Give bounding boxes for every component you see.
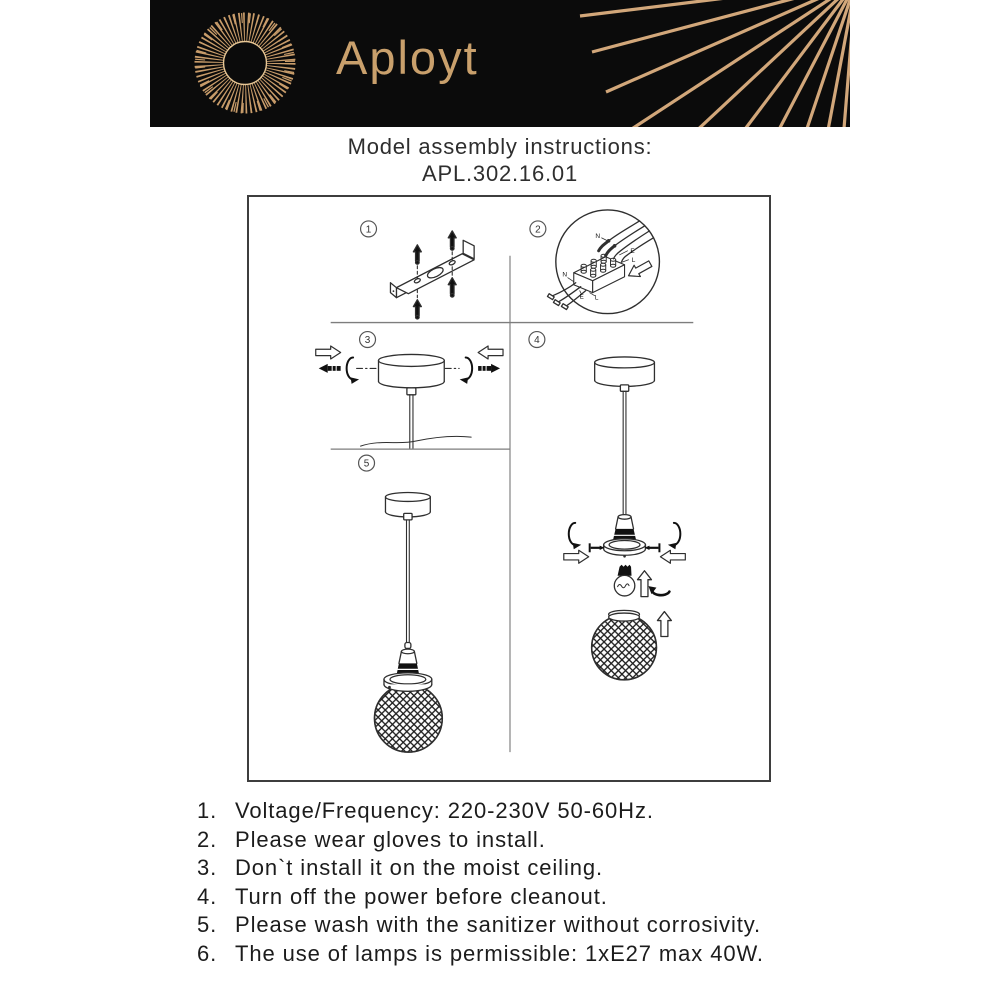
push-arrow-icon <box>660 550 685 563</box>
step-2-diagram <box>547 210 659 314</box>
brand-banner <box>150 0 850 127</box>
model-number: APL.302.16.01 <box>422 161 578 186</box>
rotate-arrow-icon <box>460 357 472 383</box>
item-number: 5. <box>197 912 218 938</box>
item-number: 2. <box>197 826 218 852</box>
list-item <box>197 826 877 855</box>
twist-arrow-icon <box>648 586 669 595</box>
svg-text:E: E <box>579 293 584 301</box>
item-text: The use of lamps is permissible: 1xE27 max 40W. <box>235 940 764 966</box>
item-number: 6. <box>197 940 218 966</box>
list-item <box>197 911 877 940</box>
svg-text:2: 2 <box>535 224 541 236</box>
svg-text:4: 4 <box>534 334 540 346</box>
brand-name: Aployt <box>336 31 479 84</box>
banner-art <box>150 0 850 127</box>
up-arrow-icon <box>657 612 671 637</box>
list-item <box>197 883 877 912</box>
left-screw-icon <box>319 364 341 373</box>
step-5-marker <box>359 455 375 471</box>
terminal-block <box>574 254 625 292</box>
svg-text:3: 3 <box>364 334 371 346</box>
insert-arrow-icon <box>625 258 653 281</box>
list-item <box>197 940 877 969</box>
item-text: Don`t install it on the moist ceiling. <box>235 855 604 881</box>
svg-text:L: L <box>594 294 599 302</box>
list-item <box>197 797 877 826</box>
light-bulb-icon <box>614 565 635 596</box>
list-item <box>197 854 877 883</box>
svg-text:L: L <box>631 256 636 264</box>
rotate-arrow-icon <box>569 523 581 549</box>
push-arrow-icon <box>564 550 589 563</box>
svg-text:1: 1 <box>365 224 372 236</box>
item-text: Please wash with the sanitizer without corrosivity. <box>235 912 762 938</box>
step-3-marker <box>360 332 376 348</box>
svg-text:N: N <box>562 271 568 279</box>
instruction-list <box>197 797 877 969</box>
push-arrow-icon <box>316 346 341 359</box>
step-1-marker <box>361 221 377 237</box>
up-arrow-icon <box>638 571 652 597</box>
item-number: 4. <box>197 883 218 909</box>
item-text: Voltage/Frequency: 220-230V 50-60Hz. <box>235 798 654 823</box>
ceiling-break-line <box>361 436 472 446</box>
title-block <box>0 133 1000 187</box>
step-4-marker <box>529 332 545 348</box>
item-text: Please wear gloves to install. <box>235 826 546 852</box>
svg-text:E: E <box>630 247 635 255</box>
step-2-marker <box>530 221 546 237</box>
rotate-arrow-icon <box>347 357 359 383</box>
right-screw-icon <box>478 364 500 373</box>
step-4-diagram <box>564 357 686 680</box>
assembly-diagram-box <box>247 195 771 782</box>
mesh-shade <box>375 684 443 752</box>
step-5-diagram <box>375 492 443 752</box>
svg-text:5: 5 <box>363 458 370 470</box>
item-text: Turn off the power before cleanout. <box>235 883 608 909</box>
radial-rays-icon <box>580 0 850 127</box>
step-3-diagram <box>316 346 503 448</box>
rotate-arrow-icon <box>668 523 680 549</box>
sunburst-icon <box>200 18 290 108</box>
step-1-diagram <box>390 231 474 319</box>
push-arrow-icon <box>478 346 503 359</box>
svg-text:N: N <box>595 232 600 240</box>
page-title: Model assembly instructions: <box>347 134 653 159</box>
item-number: 3. <box>197 855 218 881</box>
mesh-shade <box>592 615 657 680</box>
assembly-diagram <box>249 197 769 780</box>
item-number: 1. <box>197 798 218 823</box>
